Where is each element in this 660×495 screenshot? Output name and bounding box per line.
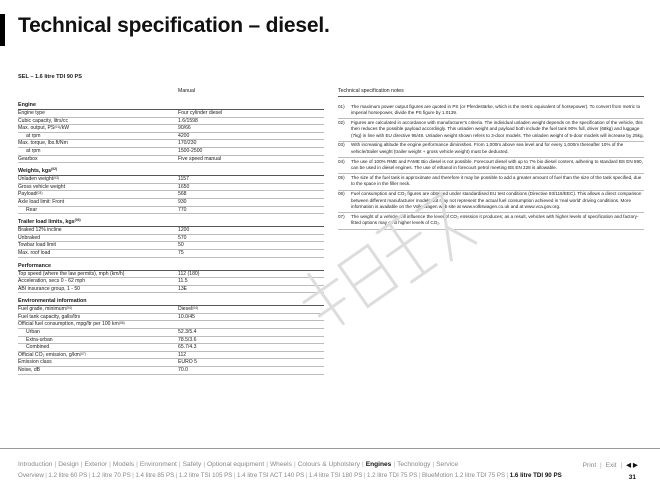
- spec-row: [18, 278, 324, 286]
- spec-value-text: 1500-2500: [178, 147, 203, 154]
- spec-value-text: 570: [178, 234, 187, 241]
- spec-label: [18, 321, 178, 328]
- exit-link[interactable]: Exit: [605, 462, 617, 469]
- spec-label-text: Acceleration, secs 0 - 62 mph: [18, 278, 86, 285]
- nav-link-optional-equipment[interactable]: Optional equipment: [207, 461, 265, 468]
- spec-label: [18, 329, 178, 336]
- spec-value: [178, 110, 324, 117]
- footnote-ref: (07): [79, 351, 86, 356]
- utility-nav: [583, 461, 638, 469]
- spec-value: [178, 227, 324, 234]
- spec-label-text: Cubic capacity, litrs/cc: [18, 117, 69, 124]
- nav-separator: |: [233, 472, 236, 479]
- nav-separator: |: [136, 461, 138, 468]
- next-page-icon[interactable]: ▶: [632, 462, 638, 469]
- nav-link-safety[interactable]: Safety: [182, 461, 202, 468]
- spec-value: [178, 191, 324, 198]
- spec-value-text: 1157: [178, 176, 189, 183]
- nav-link-environment[interactable]: Environment: [139, 461, 177, 468]
- notes-title: Technical specification notes: [338, 88, 644, 97]
- note-number: 04): [338, 158, 345, 164]
- spec-table-header: [18, 88, 324, 97]
- spec-value-text: 78.5/3.6: [178, 336, 197, 343]
- spec-row: [18, 271, 324, 279]
- spec-value: [178, 199, 324, 206]
- spec-value-text: 1.6/1598: [178, 117, 198, 124]
- previous-page-icon[interactable]: ◀: [626, 462, 632, 469]
- spec-row: [18, 314, 324, 322]
- engine-link[interactable]: 1.6 litre TDI 90 PS: [509, 472, 562, 479]
- engine-link[interactable]: 1.2 litre TDI 75 PS: [366, 472, 418, 479]
- spec-label-text: Gearbox: [18, 155, 38, 162]
- spec-value: [178, 125, 324, 132]
- spec-row: [18, 133, 324, 141]
- spec-row: [18, 321, 324, 329]
- footnote-ref: (03): [36, 191, 43, 196]
- nav-separator: |: [361, 461, 364, 468]
- nav-separator: |: [293, 461, 296, 468]
- nav-separator: |: [305, 472, 308, 479]
- nav-link-overview[interactable]: Overview: [18, 472, 44, 479]
- spec-table: [18, 88, 324, 375]
- spec-value-text: 10.0/45: [178, 313, 195, 320]
- note-number: 06): [338, 191, 345, 197]
- spec-label-text: Axle load limit: Front: [18, 198, 65, 205]
- spec-row: [18, 337, 324, 345]
- spec-value-text: 170/230: [178, 140, 197, 147]
- spec-label: [18, 271, 178, 278]
- engine-link[interactable]: 1.2 litre 70 PS: [91, 472, 131, 479]
- spec-value-text: Diesel: [178, 306, 193, 313]
- spec-value-text: 90/66: [178, 125, 191, 132]
- footnote-ref: (03): [74, 218, 81, 223]
- spec-label-text: ABI insurance group, 1 - 50: [18, 285, 81, 292]
- spec-value-text: EURO 5: [178, 359, 197, 366]
- nav-link-technology[interactable]: Technology: [397, 461, 431, 468]
- spec-label-text: Emission class: [18, 359, 52, 366]
- spec-label-text: Braked 12% incline: [18, 227, 62, 234]
- note-text: The use of 100% RME and FAME Bio diesel is not possible. Forecourt diesel with up to 7% bio diesel content, adhering to standard BS EN 590, can be used in diesel engines. The use of ethanol in forecourt petrol meeting BS EN 228 is allowable.: [351, 158, 643, 171]
- spec-row: [18, 110, 324, 118]
- nav-separator: |: [54, 461, 57, 468]
- spec-row: [18, 235, 324, 243]
- nav-link-design[interactable]: Design: [58, 461, 79, 468]
- footnote-ref: (04): [192, 306, 199, 311]
- note-text: The maximum power output figures are quoted in PS (or Pferdestärke, which is the metric equivalent of horsepower). To convert from metric to imperial horsepower, divide the PS figure by 1.0139.: [351, 103, 641, 116]
- note-item: [338, 174, 644, 190]
- spec-label: [18, 227, 178, 234]
- note-number: 07): [338, 213, 345, 219]
- spec-value: [178, 286, 324, 293]
- nav-separator: |: [178, 461, 181, 468]
- spec-value-text: 50: [178, 242, 184, 249]
- note-text: The size of the fuel tank is approximate and therefore it may be possible to add a greater amount of fuel than the size of the tank specified, due to the space in the filler neck.: [351, 174, 642, 187]
- nav-link-wheels[interactable]: Wheels: [269, 461, 292, 468]
- spec-value-text: Five speed manual: [178, 155, 222, 162]
- spec-value: [178, 306, 324, 313]
- spec-value-text: 930: [178, 198, 187, 205]
- spec-value: [178, 337, 324, 344]
- spec-label-text: Max. output, PS: [18, 125, 55, 132]
- spec-label: [18, 125, 178, 132]
- spec-section: [18, 297, 324, 374]
- spec-value: [178, 242, 324, 249]
- spec-row: [18, 367, 324, 375]
- note-number: 02): [338, 119, 345, 125]
- spec-value: [178, 359, 324, 366]
- note-number: 01): [338, 103, 345, 109]
- engine-link[interactable]: 1.4 litre TSI 180 PS: [308, 472, 363, 479]
- spec-value-text: 1650: [178, 183, 190, 190]
- spec-label: [18, 337, 178, 344]
- nav-link-colours-upholstery[interactable]: Colours & Upholstery: [297, 461, 360, 468]
- spec-label: [18, 235, 178, 242]
- engine-link[interactable]: 1.4 litre TSI ACT 140 PS: [237, 472, 305, 479]
- spec-label: [18, 278, 178, 285]
- spec-value-text: 4200: [178, 132, 190, 139]
- model-subtitle: SEL – 1.6 litre TDI 90 PS: [18, 74, 82, 80]
- spec-value: [178, 140, 324, 147]
- footnote-ref: (06): [118, 321, 125, 326]
- nav-link-introduction[interactable]: Introduction: [18, 461, 53, 468]
- note-item: [338, 158, 644, 174]
- note-item: [338, 191, 644, 214]
- spec-row: [18, 125, 324, 133]
- spec-label: [18, 344, 178, 351]
- spec-row: [18, 227, 324, 235]
- section-title-text: Environmental information: [18, 298, 87, 305]
- nav-separator: |: [363, 472, 366, 479]
- engine-nav: [18, 471, 628, 481]
- page-number: 31: [628, 474, 636, 481]
- spec-label: [18, 314, 178, 321]
- nav-separator: |: [506, 472, 509, 479]
- engine-link[interactable]: 1.2 litre TSI 105 PS: [178, 472, 233, 479]
- spec-row: [18, 329, 324, 337]
- note-item: [338, 142, 644, 158]
- spec-value: [178, 314, 324, 321]
- spec-value-text: Four cylinder diesel: [178, 110, 223, 116]
- section-title-text: Weights, kgs: [18, 168, 52, 175]
- note-item: [338, 213, 644, 229]
- spec-row: [18, 344, 324, 352]
- spec-label-text: Fuel grade, minimum: [18, 306, 66, 313]
- section-title-text: Engine: [18, 102, 36, 108]
- spec-value: [178, 176, 324, 183]
- nav-separator: |: [600, 462, 602, 469]
- spec-value: [178, 184, 324, 191]
- spec-label-text: Max. torque, lbs.ft/Nm: [18, 140, 68, 147]
- nav-separator: |: [109, 461, 111, 468]
- print-link[interactable]: Print: [582, 462, 597, 469]
- spec-value: [178, 148, 324, 155]
- spec-value-text: 1200: [178, 227, 190, 234]
- spec-row: [18, 184, 324, 192]
- spec-label: [18, 359, 178, 366]
- spec-value: [178, 278, 324, 285]
- spec-label-text: Towbar load limit: [18, 242, 56, 249]
- nav-separator: |: [266, 461, 268, 468]
- footnote-ref: (04): [65, 306, 72, 311]
- spec-row: [18, 352, 324, 360]
- note-text: The weight of a vehicle will influence the level of CO₂ emission it produces; as a result, vehicles with higher levels of specification and factory-fitted options may emit higher levels of CO₂.: [351, 213, 639, 226]
- spec-value: [178, 329, 324, 336]
- engine-link[interactable]: 1.4 litre 85 PS: [135, 472, 175, 479]
- spec-label: [18, 306, 178, 313]
- spec-row: [18, 118, 324, 126]
- spec-value: [178, 344, 324, 351]
- spec-label-text: Noise, dB: [18, 367, 41, 374]
- spec-value: [178, 321, 324, 328]
- spec-label: [18, 199, 178, 206]
- spec-label: [18, 191, 178, 198]
- spec-value-text: 112 (180): [178, 270, 200, 277]
- spec-label: [18, 118, 178, 125]
- spec-label: [18, 148, 178, 155]
- spec-label: [18, 367, 178, 374]
- spec-label-text: Engine type: [18, 110, 45, 116]
- note-text: Figures are calculated in accordance with manufacturer's criteria. The individual unladen weight depends on the specification of the vehicle, this then reduces the possible payload accordingly. This unladen weight and payload both include the fuel tank 90% full, driver (68kg) and luggage (7kg) in line with EU directive 95/48. Unladen weight shown refers to 3-door models. The unladen weight of 5-door models will increase by 25kg.: [351, 119, 644, 138]
- spec-label: [18, 156, 178, 163]
- section-title-text: Trailer load limits, kgs: [18, 219, 75, 226]
- spec-label-text: Max. roof load: [18, 249, 51, 256]
- spec-label-text: Rear: [26, 206, 38, 213]
- spec-label-text: Top speed (where the law permits), mph (km/h): [18, 270, 125, 277]
- spec-label: [18, 250, 178, 257]
- spec-notes: [338, 88, 644, 230]
- nav-separator: |: [418, 472, 421, 479]
- nav-separator: |: [175, 472, 178, 479]
- spec-value: [178, 271, 324, 278]
- spec-label: [18, 286, 178, 293]
- spec-value: [178, 133, 324, 140]
- spec-value-text: 568: [178, 191, 187, 198]
- spec-value-text: 52.3/5.4: [178, 329, 197, 336]
- spec-label: [18, 207, 178, 214]
- spec-value-text: 75: [178, 249, 184, 256]
- spec-row: [18, 148, 324, 156]
- spec-label-text: Unbraked: [18, 234, 41, 241]
- spec-value: [178, 235, 324, 242]
- spec-value: [178, 250, 324, 257]
- spec-row: [18, 156, 324, 164]
- nav-link-models[interactable]: Models: [112, 461, 135, 468]
- spec-row: [18, 306, 324, 314]
- section-title: [18, 218, 324, 227]
- spec-row: [18, 359, 324, 367]
- spec-label-text: Unladen weight: [18, 176, 54, 183]
- notes-list: [338, 103, 644, 230]
- spec-section: [18, 167, 324, 214]
- spec-row: [18, 140, 324, 148]
- note-text: Fuel consumption and CO₂ figures are obtained under standardised EU test conditions (Directive 93/116/EEC). This allows a direct comparison between different manufacturer models but may not represent the actual fuel consumption achieved in 'real world' driving conditions. More information is available on the Volkswagen web site at www.volkswagen.co.uk and at www.vca.gov.org.: [351, 191, 642, 210]
- spec-row: [18, 191, 324, 199]
- spec-value-text: 11.5: [178, 278, 188, 285]
- section-title-text: Performance: [18, 262, 51, 269]
- spec-label: [18, 242, 178, 249]
- spec-label-text: at rpm: [26, 132, 41, 139]
- section-title: [18, 101, 324, 110]
- nav-separator: |: [393, 461, 396, 468]
- spec-label-text: Payload: [18, 191, 37, 198]
- column-header-manual: Manual: [178, 88, 196, 94]
- engine-link[interactable]: BlueMotion 1.2 litre TDI 75 PS: [422, 472, 506, 479]
- spec-value-text: 70.0: [178, 367, 188, 374]
- nav-separator: |: [45, 472, 47, 479]
- spec-section: [18, 101, 324, 163]
- spec-value-text: 65.7/4.3: [178, 344, 197, 351]
- spec-label-text: Combined: [26, 344, 50, 351]
- spec-value: [178, 118, 324, 125]
- spec-row: [18, 207, 324, 215]
- note-item: [338, 119, 644, 142]
- nav-link-exterior[interactable]: Exterior: [84, 461, 108, 468]
- spec-value: [178, 352, 324, 359]
- spec-label-text: Fuel tank capacity, galls/ltrs: [18, 313, 81, 320]
- spec-label-suffix: /kW: [60, 125, 70, 132]
- nav-separator: |: [80, 461, 83, 468]
- nav-separator: |: [203, 461, 206, 468]
- spec-label-text: Gross vehicle weight: [18, 183, 65, 190]
- spec-label-text: Extra-urban: [26, 336, 53, 343]
- title-accent-bar: [0, 14, 5, 46]
- spec-section: [18, 262, 324, 294]
- footnote-ref: (01): [54, 125, 61, 130]
- section-nav: [18, 461, 458, 468]
- spec-value-text: 770: [178, 206, 187, 213]
- note-number: 03): [338, 142, 345, 148]
- nav-link-engines[interactable]: Engines: [365, 461, 392, 468]
- note-item: [338, 103, 644, 119]
- section-title: [18, 262, 324, 271]
- note-text: With increasing altitude the engine performance diminishes. From 1,000m above sea level and for every 1,000m thereafter 10% of the vehicle/trailer weight (trailer weight + gross vehicle weight) must be deducted.: [351, 142, 624, 155]
- engine-link[interactable]: 1.2 litre 60 PS: [48, 472, 88, 479]
- section-title: [18, 167, 324, 176]
- spec-label: [18, 176, 178, 183]
- spec-row: [18, 199, 324, 207]
- spec-label-text: Urban: [26, 329, 40, 336]
- spec-row: [18, 250, 324, 258]
- spec-value-text: 112: [178, 351, 187, 358]
- spec-label-text: at rpm: [26, 147, 41, 154]
- spec-label: [18, 110, 178, 117]
- note-number: 05): [338, 174, 345, 180]
- footnote-ref: (02): [51, 167, 58, 172]
- spec-value: [178, 367, 324, 374]
- section-title: [18, 297, 324, 306]
- spec-value: [178, 207, 324, 214]
- spec-label: [18, 140, 178, 147]
- spec-sections: [18, 101, 324, 375]
- nav-separator: |: [432, 461, 435, 468]
- spec-row: [18, 176, 324, 184]
- page-title: Technical specification – diesel.: [18, 14, 330, 37]
- spec-row: [18, 286, 324, 294]
- nav-separator: |: [620, 462, 623, 469]
- spec-value: [178, 156, 324, 163]
- spec-section: [18, 218, 324, 257]
- spec-label: [18, 352, 178, 359]
- spec-label-text: Official CO₂ emission, g/km: [18, 351, 80, 358]
- footnote-ref: (03): [53, 176, 60, 181]
- spec-value-text: 13E: [178, 285, 188, 292]
- spec-label: [18, 184, 178, 191]
- nav-link-service[interactable]: Service: [436, 461, 459, 468]
- footer-navigation: [0, 448, 660, 495]
- spec-row: [18, 242, 324, 250]
- spec-label: [18, 133, 178, 140]
- nav-separator: |: [132, 472, 134, 479]
- nav-separator: |: [88, 472, 91, 479]
- spec-label-text: Official fuel consumption, mpg/ltr per 100 km: [18, 321, 119, 328]
